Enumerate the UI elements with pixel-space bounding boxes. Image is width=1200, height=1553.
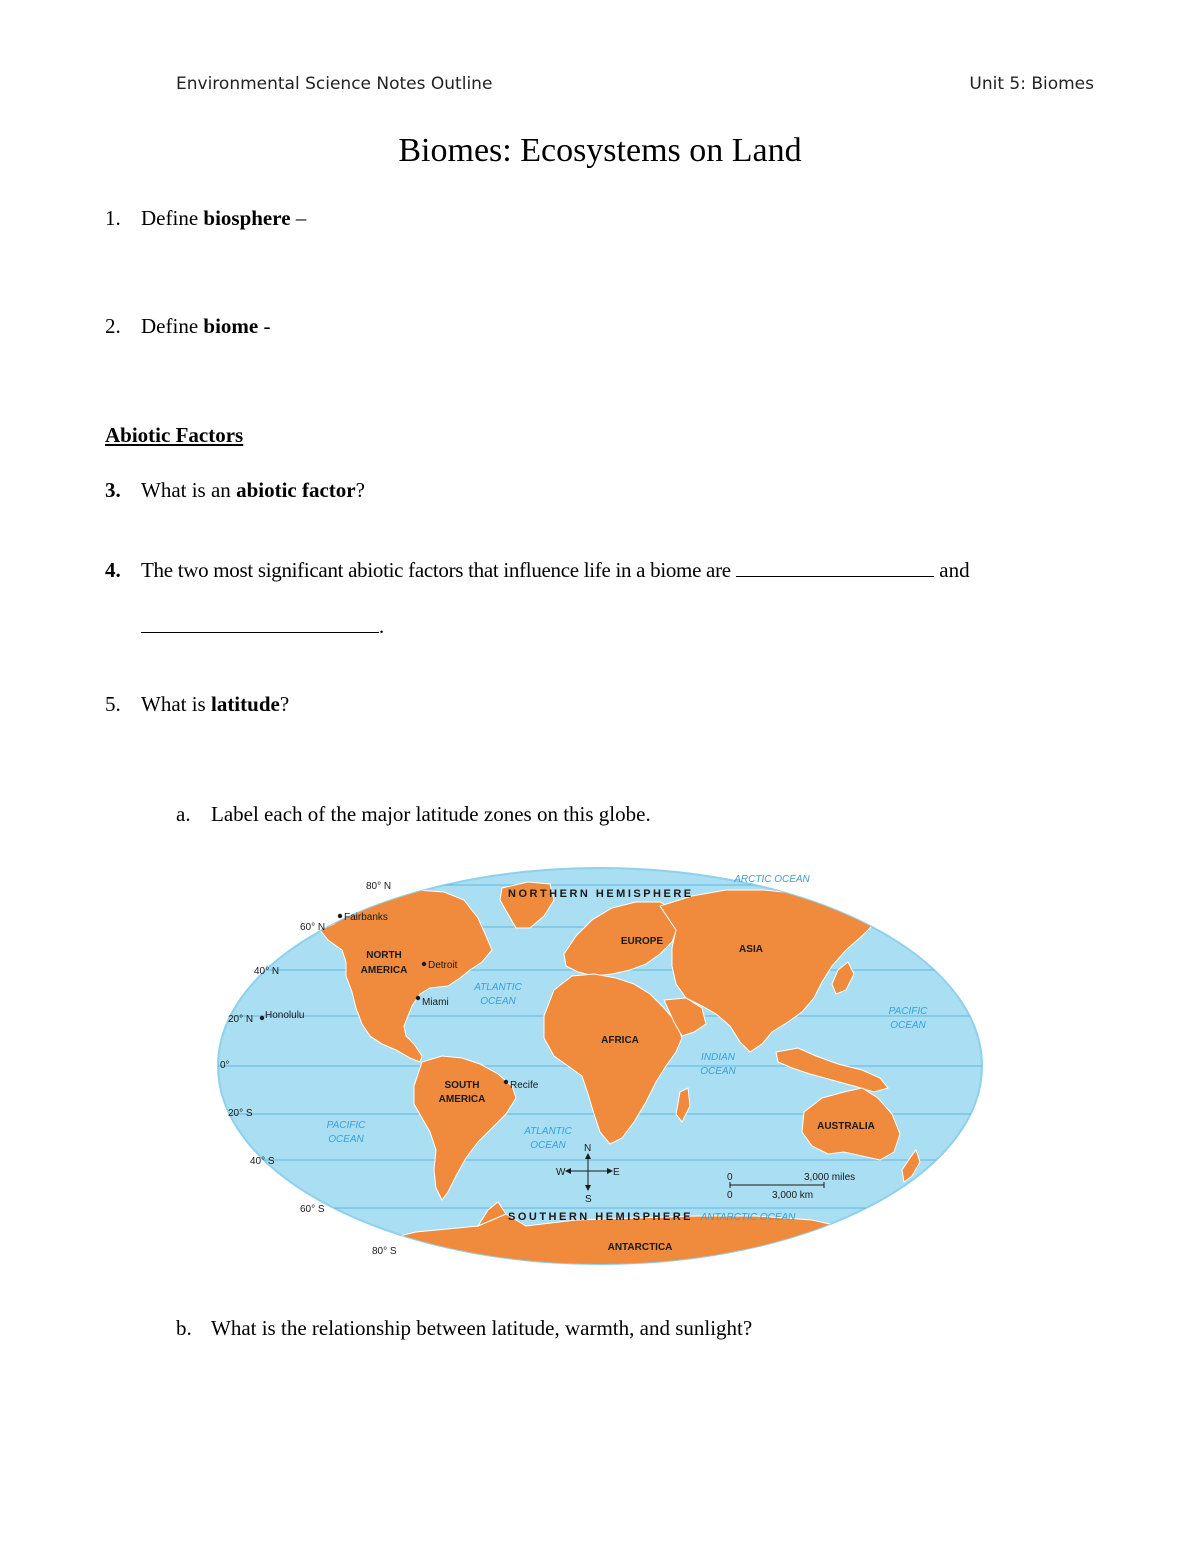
question-5: 5. What is latitude? [105, 692, 290, 716]
label-lat-40n: 40° N [254, 966, 280, 977]
label-south-america-line1: SOUTH [444, 1080, 480, 1091]
term-biome: biome [203, 314, 259, 338]
scale-miles-label: 3,000 miles [804, 1172, 856, 1183]
question-3: 3. What is an abiotic factor? [105, 478, 365, 502]
compass-s-label: S [585, 1194, 592, 1205]
label-lat-20n: 20° N [228, 1014, 254, 1025]
label-atlantic-north-1: ATLANTIC [474, 982, 522, 993]
term-latitude: latitude [210, 692, 280, 716]
question-number: 4. [105, 558, 121, 582]
city-dot-honolulu [260, 1016, 264, 1020]
label-northern-hemisphere: NORTHERN HEMISPHERE [508, 888, 694, 900]
label-atlantic-north-2: OCEAN [480, 996, 516, 1007]
label-africa: AFRICA [601, 1035, 639, 1046]
label-south-america-line2: AMERICA [438, 1094, 486, 1105]
label-indian-1: INDIAN [701, 1052, 735, 1063]
label-pacific-east-1: PACIFIC [888, 1006, 928, 1017]
label-atlantic-south-2: OCEAN [530, 1140, 566, 1151]
question-4: 4. The two most significant abiotic factors that influence life in a biome are and [105, 558, 970, 582]
header-course: Environmental Science Notes Outline [176, 74, 493, 94]
question-number: 2. [105, 314, 121, 338]
term-abiotic-factor: abiotic factor [236, 478, 356, 502]
label-pacific-east-2: OCEAN [890, 1020, 926, 1031]
question-number: 1. [105, 206, 121, 230]
question-4-continued: . [141, 614, 384, 639]
label-asia: ASIA [739, 944, 763, 955]
label-north-america-line2: AMERICA [360, 965, 408, 976]
world-map-svg [216, 866, 984, 1266]
header-unit: Unit 5: Biomes [969, 74, 1094, 94]
compass-e-label: E [613, 1167, 620, 1178]
label-lat-60n: 60° N [300, 922, 326, 933]
label-lat-80s: 80° S [372, 1246, 397, 1257]
sub-letter: b. [176, 1316, 192, 1340]
label-arctic-ocean: ARCTIC OCEAN [734, 874, 810, 885]
label-detroit: Detroit [428, 960, 458, 971]
question-2: 2. Define biome - [105, 314, 271, 338]
label-atlantic-south-1: ATLANTIC [524, 1126, 572, 1137]
label-lat-60s: 60° S [300, 1204, 325, 1215]
label-lat-40s: 40° S [250, 1156, 275, 1167]
city-dot-detroit [422, 962, 426, 966]
compass-w-label: W [556, 1167, 566, 1178]
label-lat-20s: 20° S [228, 1108, 253, 1119]
label-indian-2: OCEAN [700, 1066, 736, 1077]
label-australia: AUSTRALIA [817, 1121, 875, 1132]
section-heading: Abiotic Factors [105, 423, 244, 447]
label-north-america-line1: NORTH [366, 950, 402, 961]
scale-zero-miles: 0 [727, 1172, 733, 1183]
question-number: 5. [105, 692, 121, 716]
label-lat-0: 0° [220, 1060, 230, 1071]
scale-km-label: 3,000 km [772, 1190, 814, 1201]
term-biosphere: biosphere [203, 206, 291, 230]
city-dot-miami [416, 996, 420, 1000]
city-dot-fairbanks [338, 914, 342, 918]
label-antarctica: ANTARCTICA [607, 1242, 673, 1253]
answer-blank-1[interactable] [736, 575, 934, 577]
scale-zero-km: 0 [727, 1190, 733, 1201]
label-honolulu: Honolulu [265, 1010, 305, 1021]
question-1: 1. Define biosphere – [105, 206, 307, 230]
sub-letter: a. [176, 802, 191, 826]
label-pacific-west-2: OCEAN [328, 1134, 364, 1145]
label-miami: Miami [422, 997, 449, 1008]
page-title: Biomes: Ecosystems on Land [398, 132, 802, 169]
world-map [216, 866, 984, 1266]
question-5a: a. Label each of the major latitude zones on this globe. [176, 802, 651, 826]
answer-blank-2[interactable] [141, 631, 379, 633]
label-antarctic-ocean: ANTARCTIC OCEAN [700, 1212, 796, 1223]
question-number: 3. [105, 478, 121, 502]
compass-n-label: N [584, 1143, 592, 1154]
question-5b: b. What is the relationship between latitude, warmth, and sunlight? [176, 1316, 753, 1340]
label-europe: EUROPE [620, 936, 664, 947]
city-dot-recife [504, 1080, 508, 1084]
label-pacific-west-1: PACIFIC [326, 1120, 366, 1131]
label-lat-80n: 80° N [366, 881, 392, 892]
label-recife: Recife [510, 1080, 539, 1091]
label-fairbanks: Fairbanks [344, 912, 388, 923]
label-southern-hemisphere: SOUTHERN HEMISPHERE [508, 1211, 694, 1223]
